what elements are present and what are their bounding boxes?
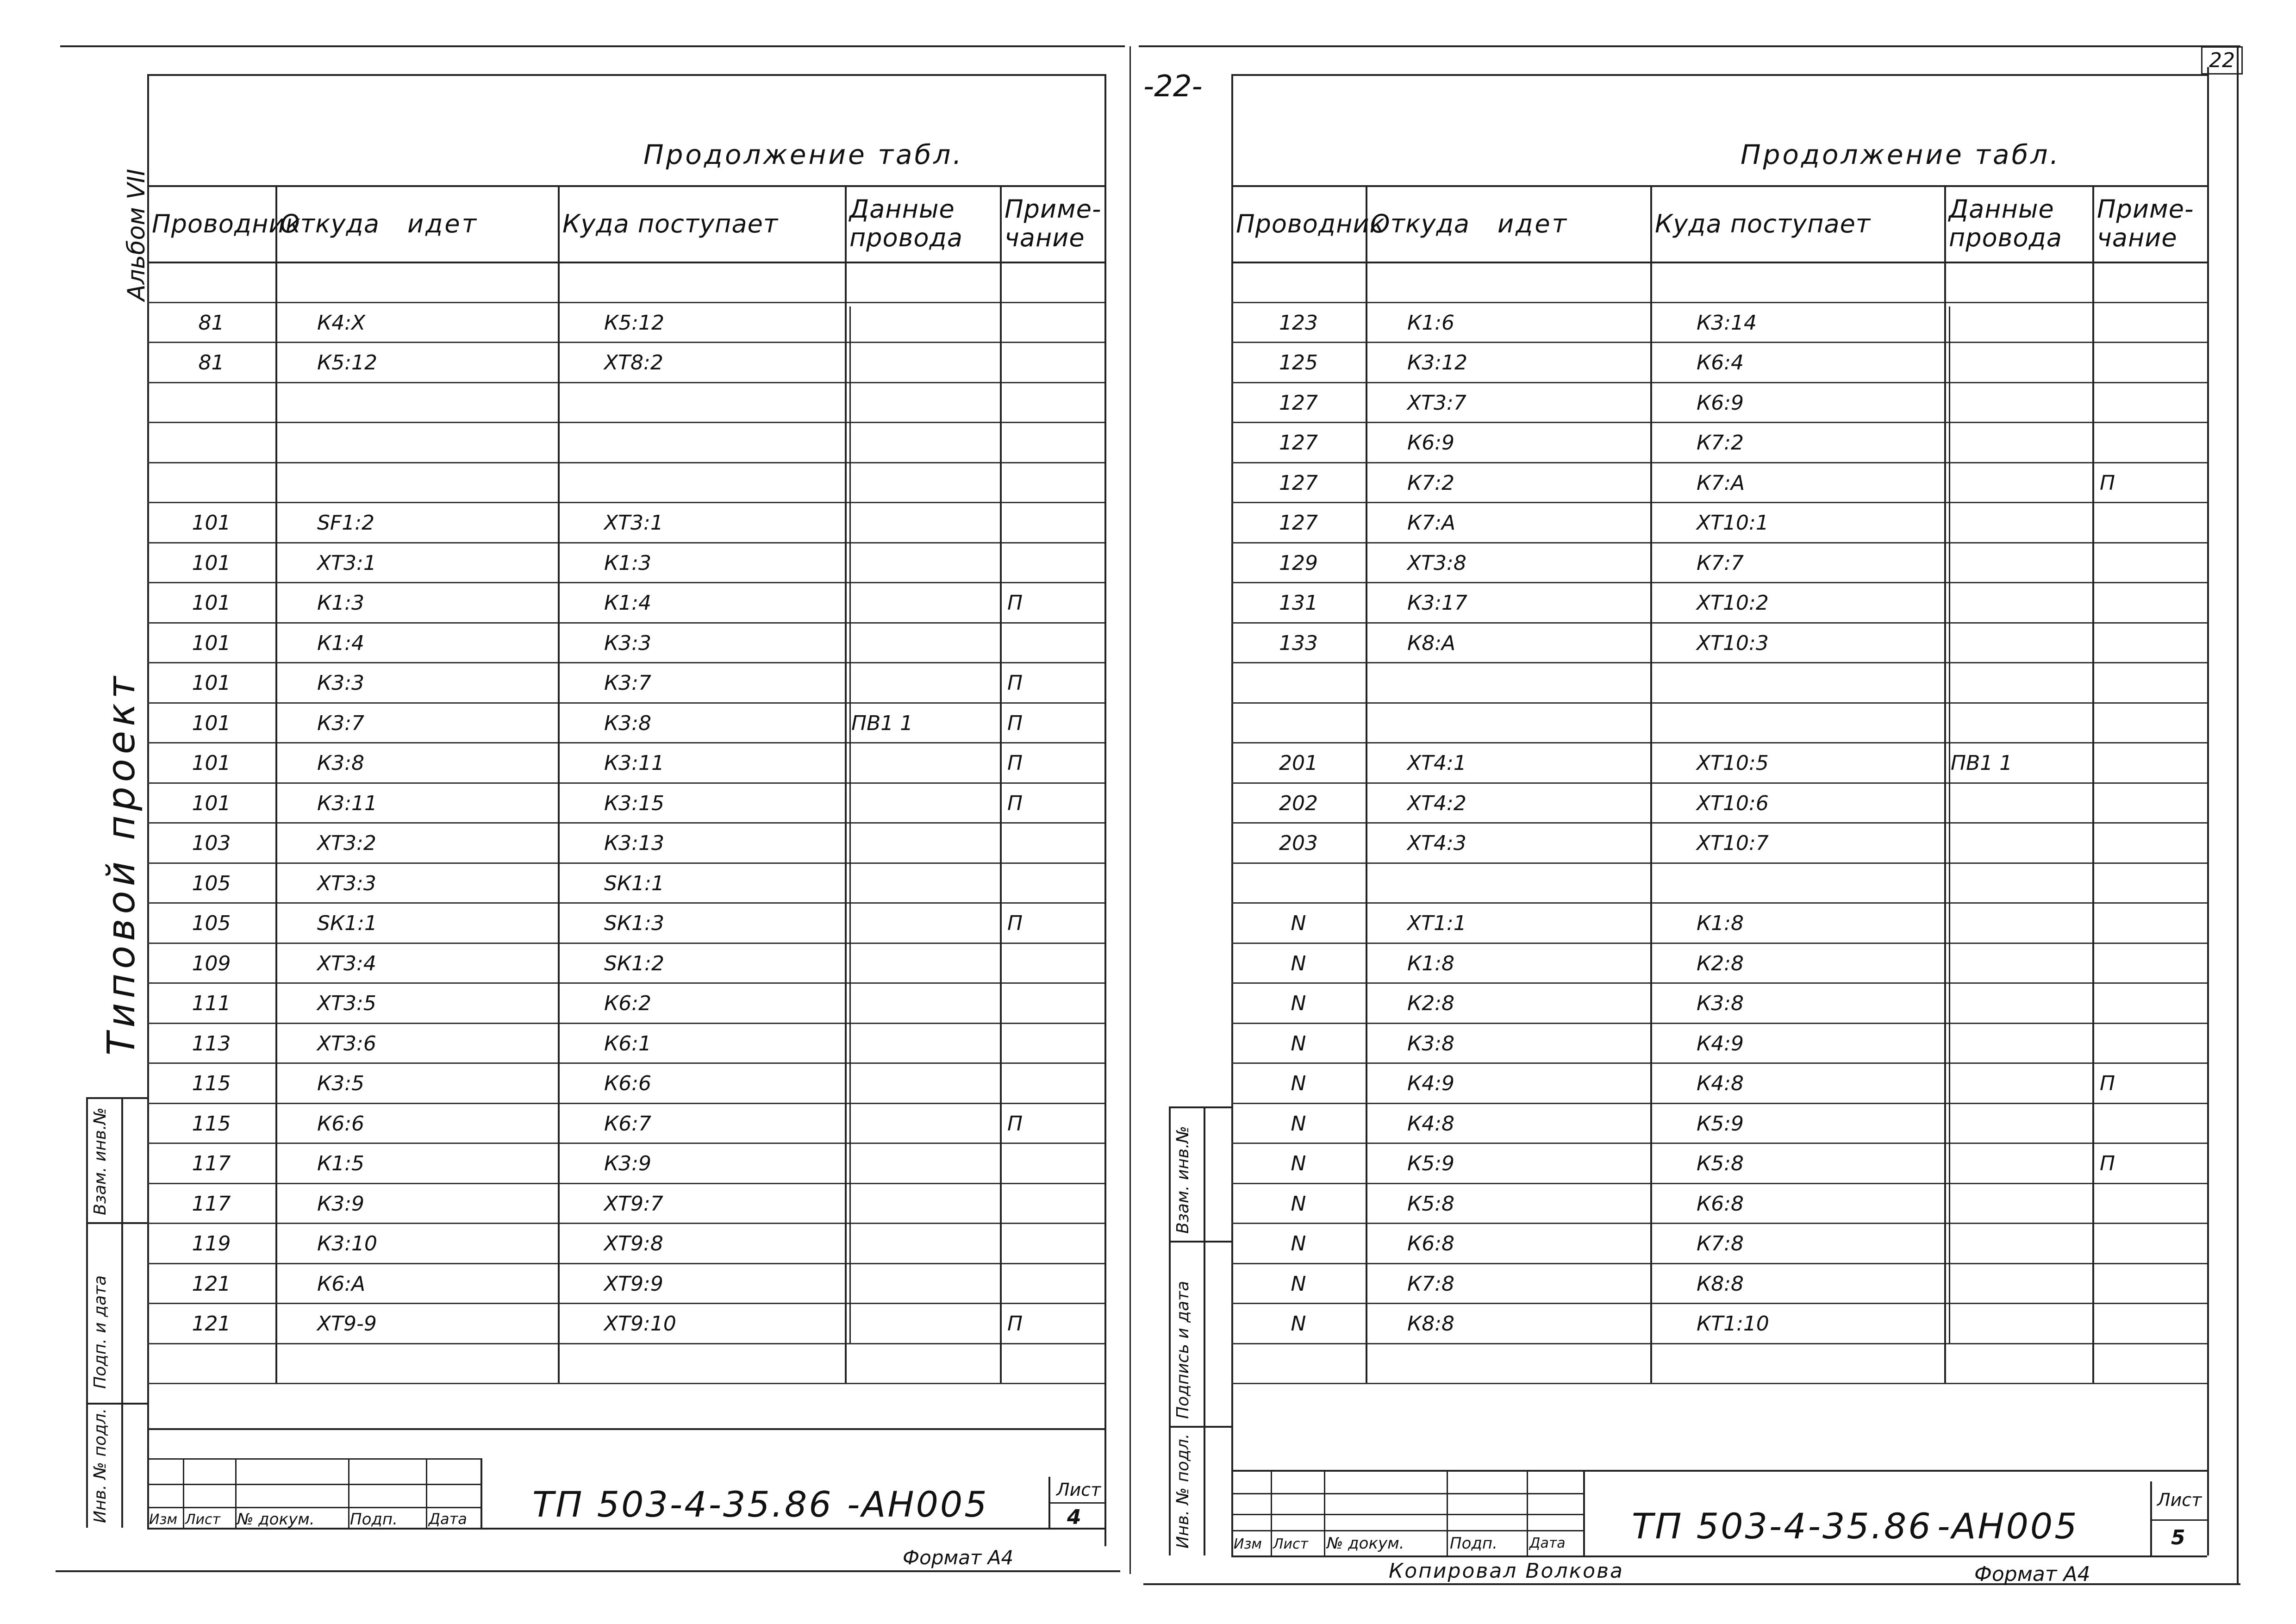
cell-conductor: 127 [1279,471,1318,495]
table-row-line [1231,982,2207,984]
cell-from: ХТ3:4 [317,951,376,975]
cell-conductor: 101 [192,551,231,575]
cell-from: К3:9 [317,1192,365,1216]
right-stamp-col-3 [1447,1470,1448,1555]
cell-note: П [1007,711,1023,735]
cell-to: К6:7 [604,1112,652,1136]
cell-from: К3:10 [317,1232,378,1255]
cell-to: К8:8 [1697,1272,1744,1296]
cell-to: К3:8 [1697,992,1744,1015]
cell-conductor: 105 [192,912,231,935]
cell-from: ХТ4:1 [1407,751,1466,775]
table-row-line [1231,582,2207,583]
cell-to: К4:8 [1697,1072,1744,1095]
cell-conductor: N [1291,1112,1306,1136]
right-stamp-row1 [1231,1493,1583,1494]
cell-conductor: 121 [192,1272,231,1296]
right-stamp-sheet-col [2150,1481,2152,1555]
cell-conductor: 129 [1279,551,1318,575]
right-stamp-label-doc: № докум. [1327,1534,1404,1553]
right-frame-right [2207,67,2209,1555]
designation-code: -АН005 [847,1484,989,1525]
cell-note: П [1007,671,1023,695]
cell-to: ХТ10:7 [1697,831,1769,855]
table-row-line [1231,862,2207,864]
right-side-label-podp: Подпись и дата [1173,1280,1192,1419]
right-side-strip-div2 [1169,1426,1231,1428]
cell-from: ХТ3:2 [317,831,376,855]
cell-from: ХТ3:8 [1407,551,1466,575]
table-row-line [1231,542,2207,543]
cell-note: П [1007,1312,1023,1336]
cell-from: К3:8 [1407,1031,1455,1056]
right-stamp-col-4 [1527,1470,1528,1555]
cell-conductor: N [1291,1232,1306,1255]
right-side-strip-left [1169,1106,1171,1555]
cell-from: К5:9 [1407,1152,1455,1175]
right-designation: ТП 503-4-35.86 [1632,1505,1933,1547]
cell-conductor: N [1291,951,1306,975]
cell-note: П [1007,591,1023,615]
table-row-line [1231,1343,2207,1344]
cell-from: ХТ9-9 [317,1312,377,1336]
cell-to: К5:9 [1697,1112,1744,1136]
cell-to: КТ1:10 [1697,1312,1769,1336]
table-row-line [1231,622,2207,624]
right-frame-top [1231,74,2207,76]
cell-to: К1:8 [1697,912,1744,935]
table-column-line [1944,185,1946,1383]
cell-to: К7:2 [1697,431,1744,455]
sheet-number: 4 [1067,1505,1081,1529]
table-row-line [1231,822,2207,824]
cell-note: П [2100,471,2115,495]
cell-from: К3:17 [1407,591,1468,615]
cell-note: П [2100,1072,2115,1095]
stamp-label-izm: Изм [149,1512,178,1528]
cell-from: К1:4 [317,631,365,655]
cell-to: К2:8 [1697,951,1744,975]
cell-conductor: 101 [192,711,231,735]
copied-by: Копировал Волкова [1389,1559,1624,1583]
album-label: Альбом VII [123,169,150,301]
cell-from: К3:11 [317,791,378,815]
cell-conductor: 117 [192,1152,231,1175]
cell-from: К4:8 [1407,1112,1455,1136]
cell-to: ХТ9:10 [604,1312,676,1336]
cell-to: ХТ10:1 [1697,511,1769,535]
stamp-label-podp: Подп. [350,1510,398,1529]
right-sheet-label: Лист [2157,1490,2202,1510]
table-row-line [1231,1062,2207,1064]
cell-to: ХТ10:3 [1697,631,1769,655]
right-side-strip-div1 [1169,1241,1231,1243]
right-stamp-row3 [1231,1530,1583,1531]
table-row-line [1231,1263,2207,1264]
cell-from: К1:3 [317,591,365,615]
cell-note: П [1007,751,1023,775]
column-header-line: идет [407,209,479,238]
cell-to: SК1:3 [604,912,664,935]
cell-conductor: 127 [1279,391,1318,415]
table-row-line [1231,782,2207,784]
cell-to: К4:9 [1697,1031,1744,1056]
right-stamp-col-5 [1583,1470,1585,1555]
cell-from: К5:8 [1407,1192,1455,1216]
column-header [1370,210,1646,238]
cell-from: К7:А [1407,511,1456,535]
table-column-line [1650,185,1652,1383]
cell-conductor: 113 [192,1031,231,1056]
cell-from: К3:8 [317,751,365,775]
cell-conductor: 101 [192,751,231,775]
table-row-line [1231,702,2207,704]
cell-to: К6:1 [604,1031,652,1056]
stamp-label-list: Лист [185,1512,221,1528]
cell-conductor: N [1291,992,1306,1015]
cell-from: SК1:1 [317,912,377,935]
table-row-line [1231,1103,2207,1104]
right-stamp-bottom [1231,1555,2207,1557]
cell-from: ХТ3:1 [317,551,376,575]
table-row-line [1231,1143,2207,1144]
cell-from: К6:6 [317,1112,365,1136]
cell-note: П [1007,912,1023,935]
cell-to: К6:6 [604,1072,652,1095]
column-header [2097,195,2202,252]
format-label: Формат А4 [903,1546,1014,1569]
cell-from: ХТ3:6 [317,1031,376,1056]
right-side-label-inv: Инв. № подл. [1173,1433,1192,1549]
cell-from: К7:2 [1407,471,1455,495]
cell-conductor: 103 [192,831,231,855]
right-format-label: Формат А4 [1974,1562,2090,1586]
table-row-line [1231,1223,2207,1224]
cell-to: К5:12 [604,311,665,335]
right-designation-code: -АН005 [1937,1505,2079,1547]
cell-to: ХТ10:2 [1697,591,1769,615]
cell-to: К6:9 [1697,391,1744,415]
cell-from: К6:8 [1407,1232,1455,1255]
cell-from: ХТ3:3 [317,871,376,895]
cell-from: К4:9 [1407,1072,1455,1095]
cell-note: П [1007,1112,1023,1136]
cell-conductor: 123 [1279,311,1318,335]
column-header [1655,210,1940,238]
column-header-line: чание [2097,223,2177,252]
right-sheet-number: 5 [2171,1526,2185,1549]
cell-conductor: 81 [198,351,225,375]
cell-from: К3:12 [1407,351,1468,375]
side-label-inv: Инв. № подл. [91,1408,110,1523]
cell-from: ХТ3:5 [317,992,376,1015]
cell-conductor: 105 [192,871,231,895]
cell-to: ХТ10:6 [1697,791,1769,815]
column-header-line: идет [1497,209,1569,238]
cell-to: ХТ9:8 [604,1232,663,1255]
column-header [1949,195,2088,252]
table-row-line [1231,382,2207,383]
cell-from: ХТ4:2 [1407,791,1466,815]
page-number-top: 22 [2201,46,2243,75]
cell-conductor: 101 [192,591,231,615]
cell-to: К3:7 [604,671,652,695]
cell-conductor: 119 [192,1232,231,1255]
cell-conductor: N [1291,1072,1306,1095]
side-label-vzam: Взам. инв.№ [91,1107,110,1215]
cell-to: К7:8 [1697,1232,1744,1255]
right-side-strip-top [1169,1106,1231,1108]
cell-to: К3:13 [604,831,665,855]
cell-from: SF1:2 [317,511,375,535]
column-header-line: Приме- [2097,194,2194,224]
cell-conductor: 81 [198,311,225,335]
right-stamp-label-podp: Подп. [1450,1534,1497,1553]
cell-to: ХТ9:9 [604,1272,663,1296]
table-row-line [1231,1023,2207,1024]
center-mark: -22- [1143,69,1203,104]
cell-conductor: 117 [192,1192,231,1216]
right-stamp-label-list: Лист [1273,1536,1309,1552]
cell-conductor: 127 [1279,511,1318,535]
cell-from: К1:6 [1407,311,1455,335]
sheet-label: Лист [1056,1480,1101,1500]
side-label-podp: Подп. и дата [91,1275,110,1389]
cell-to: К5:8 [1697,1152,1744,1175]
continuation-title-right: Продолжение табл. [1741,139,2061,170]
cell-conductor: 109 [192,951,231,975]
cell-to: ХТ8:2 [604,351,663,375]
column-header-line: Куда [562,209,630,238]
cell-conductor: N [1291,912,1306,935]
cell-note: П [1007,791,1023,815]
cell-from: К7:8 [1407,1272,1455,1296]
cell-from: ХТ3:7 [1407,391,1466,415]
cell-from: К6:А [317,1272,366,1296]
column-header-line: Проводник [1236,209,1385,238]
table-row-line [1231,502,2207,503]
cell-to: К3:3 [604,631,652,655]
cell-to: К3:8 [604,711,652,735]
cell-conductor: 101 [192,631,231,655]
table-row-line [1231,342,2207,343]
cell-from: К2:8 [1407,992,1455,1015]
column-header-line: поступает [1730,209,1871,238]
stamp-label-data: Дата [429,1510,467,1528]
cell-conductor: 202 [1279,791,1318,815]
cell-from: К8:8 [1407,1312,1455,1336]
cell-to: К1:3 [604,551,652,575]
table-header-top [1231,185,2207,187]
right-side-label-vzam: Взам. инв.№ [1173,1126,1192,1234]
right-side-strip-mid [1204,1106,1205,1555]
right-stamp-row2 [1231,1514,1583,1515]
column-header-line: Приме- [1004,194,1102,224]
column-header-line: Данные [849,194,955,224]
cell-to: К3:15 [604,791,665,815]
cell-conductor: N [1291,1272,1306,1296]
table-row-line [1231,1383,2207,1384]
right-stamp-label-izm: Изм [1234,1536,1262,1552]
cell-to: SК1:2 [604,951,664,975]
cell-from: К3:7 [317,711,365,735]
cell-from: К4:Х [317,311,366,335]
cell-to: К3:9 [604,1152,652,1175]
cell-from: К3:5 [317,1072,365,1095]
right-stamp-label-data: Дата [1529,1535,1566,1551]
right-stamp-top [1231,1470,2207,1472]
column-header-line: поступает [637,209,779,238]
table-row-line [1231,462,2207,463]
table-row-line [1231,302,2207,303]
cell-to: ХТ3:1 [604,511,663,535]
cell-conductor: 121 [192,1312,231,1336]
table-row-line [1231,1183,2207,1184]
column-header-line: провода [1949,223,2062,252]
table-column-line [2092,185,2094,1383]
cell-conductor: 115 [192,1072,231,1095]
column-header [1236,209,1385,238]
cell-wire-data: ПВ1 1 [1951,751,2013,775]
right-stamp-col-1 [1271,1470,1272,1555]
column-header-line: Проводник [152,209,301,238]
cell-wire-data: ПВ1 1 [851,711,913,735]
designation: ТП 503-4-35.86 [532,1484,833,1525]
cell-conductor: 201 [1279,751,1318,775]
cell-conductor: 101 [192,791,231,815]
table-row-line [1231,422,2207,423]
cell-to: К3:11 [604,751,665,775]
cell-conductor: N [1291,1312,1306,1336]
cell-conductor: 133 [1279,631,1318,655]
cell-conductor: N [1291,1192,1306,1216]
table-row-line [1231,1303,2207,1304]
table-row-line [1231,902,2207,904]
column-header-line: чание [1004,223,1085,252]
cell-to: К6:2 [604,992,652,1015]
cell-to: К7:А [1697,471,1745,495]
cell-from: ХТ1:1 [1407,912,1466,935]
right-stamp-col-2 [1324,1470,1325,1555]
series-label: Типовой проект [100,672,144,1056]
cell-conductor: 127 [1279,431,1318,455]
cell-conductor: 203 [1279,831,1318,855]
cell-to: К1:4 [604,591,652,615]
column-header-line: провода [849,223,963,252]
cell-from: К5:12 [317,351,378,375]
cell-note: П [2100,1152,2115,1175]
cell-to: К6:4 [1697,351,1744,375]
stamp-label-doc: № докум. [237,1510,315,1529]
table-row-line [1231,262,2207,263]
cell-conductor: 125 [1279,351,1318,375]
cell-to: ХТ9:7 [604,1192,663,1216]
cell-from: К1:5 [317,1152,365,1175]
cell-to: ХТ10:5 [1697,751,1769,775]
cell-to: SК1:1 [604,871,664,895]
right-stamp-sheet-div [2150,1519,2207,1521]
cell-from: К6:9 [1407,431,1455,455]
cell-to: К7:7 [1697,551,1744,575]
cell-from: К3:3 [317,671,365,695]
table-row-line [1231,943,2207,944]
cell-from: К8:А [1407,631,1456,655]
table-row-line [1231,662,2207,663]
table-row-line [1231,742,2207,743]
column-header-line: Данные [1949,194,2054,224]
cell-conductor: N [1291,1031,1306,1056]
cell-conductor: 115 [192,1112,231,1136]
cell-from: К1:8 [1407,951,1455,975]
cell-conductor: 101 [192,671,231,695]
cell-conductor: 131 [1279,591,1318,615]
column-header-line: Откуда [280,209,380,238]
column-header-line: Откуда [1370,209,1470,238]
wire-group-bracket [1949,306,1950,1343]
cell-conductor: 111 [192,992,231,1015]
table-column-line [1366,185,1367,1383]
cell-conductor: N [1291,1152,1306,1175]
cell-to: К3:14 [1697,311,1757,335]
cell-from: ХТ4:3 [1407,831,1466,855]
cell-to: К6:8 [1697,1192,1744,1216]
cell-conductor: 101 [192,511,231,535]
continuation-title: Продолжение табл. [643,139,964,170]
column-header-line: Куда [1655,209,1722,238]
